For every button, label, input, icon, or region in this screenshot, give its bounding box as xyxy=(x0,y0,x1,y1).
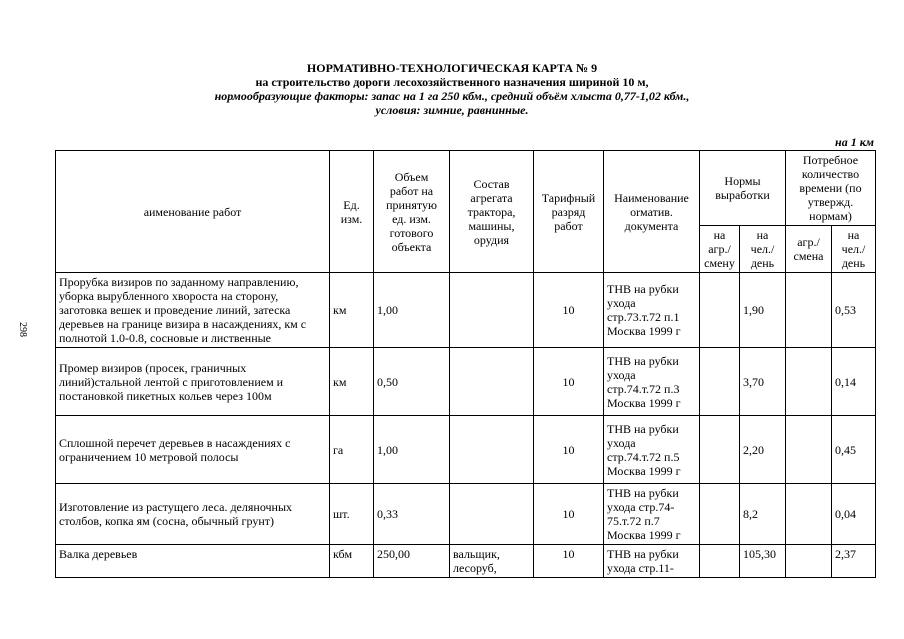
document-subtitle: на строительство дороги лесохозяйственного назначения шириной 10 м, xyxy=(255,75,649,89)
cell-unit: км xyxy=(330,273,374,348)
cell-time-day: 0,04 xyxy=(832,484,876,545)
col-header-norm-per-day: на чел./ день xyxy=(740,226,786,273)
cell-tariff: 10 xyxy=(534,348,604,416)
unit-note: на 1 км xyxy=(835,135,874,149)
cell-tariff: 10 xyxy=(534,273,604,348)
cell-time-day: 0,14 xyxy=(832,348,876,416)
cell-document: ТНВ на рубки ухода стр.74.т.72 п.5 Москва 1999 г xyxy=(604,416,700,484)
cell-volume: 1,00 xyxy=(374,416,450,484)
cell-time-day: 0,53 xyxy=(832,273,876,348)
cell-unit: га xyxy=(330,416,374,484)
cell-norm-day: 3,70 xyxy=(740,348,786,416)
col-header-norm-per-shift: на агр./ смену xyxy=(700,226,740,273)
col-header-unit: Ед. изм. xyxy=(330,151,374,273)
table-row xyxy=(56,545,876,578)
norm-factors: нормообразующие факторы: запас на 1 га 250 кбм., средний объём хлыста 0,77-1,02 кбм., xyxy=(214,89,690,103)
col-header-composition: Состав агрегата трактора, машины, орудия xyxy=(450,151,534,273)
cell-time-day: 0,45 xyxy=(832,416,876,484)
cell-unit: шт. xyxy=(330,484,374,545)
table-row xyxy=(56,348,876,416)
cell-composition: вальщик, лесоруб, xyxy=(450,545,534,578)
col-header-time-per-shift: агр./ смена xyxy=(786,226,832,273)
col-header-work-name: аименование работ xyxy=(56,151,330,273)
cell-composition xyxy=(450,484,534,545)
table-row xyxy=(56,484,876,545)
cell-composition xyxy=(450,348,534,416)
norms-table xyxy=(55,150,876,578)
cell-document: ТНВ на рубки ухода стр.74- 75.т.72 п.7 Москва 1999 г xyxy=(604,484,700,545)
cell-volume: 0,50 xyxy=(374,348,450,416)
col-header-document: Наименование orматив. документа xyxy=(604,151,700,273)
document-title: НОРМАТИВНО-ТЕХНОЛОГИЧЕСКАЯ КАРТА № 9 xyxy=(306,61,598,75)
cell-document: ТНВ на рубки ухода стр.74.т.72 п.3 Москва 1999 г xyxy=(604,348,700,416)
cell-norm-day: 2,20 xyxy=(740,416,786,484)
cell-time-day: 2,37 xyxy=(832,545,876,578)
table-row xyxy=(56,273,876,348)
cell-work-name: Изготовление из растущего леса. деляночных столбов, копка ям (сосна, обычный грунт) xyxy=(56,484,330,545)
col-header-time: Потребное количество времени (по утвержд. нормам) xyxy=(786,151,876,226)
cell-composition xyxy=(450,273,534,348)
col-header-time-per-day: на чел./ день xyxy=(832,226,876,273)
cell-time-shift xyxy=(786,484,832,545)
cell-tariff: 10 xyxy=(534,416,604,484)
cell-norm-shift xyxy=(700,273,740,348)
table-row xyxy=(56,416,876,484)
title-block xyxy=(0,61,904,117)
cell-time-shift xyxy=(786,545,832,578)
cell-document: ТНВ на рубки ухода стр.11- xyxy=(604,545,700,578)
cell-work-name: Сплошной перечет деревьев в насаждениях с ограничением 10 метровой полосы xyxy=(56,416,330,484)
cell-tariff: 10 xyxy=(534,484,604,545)
cell-composition xyxy=(450,416,534,484)
cell-document: ТНВ на рубки ухода стр.73.т.72 п.1 Москва 1999 г xyxy=(604,273,700,348)
cell-norm-day: 8,2 xyxy=(740,484,786,545)
cell-volume: 250,00 xyxy=(374,545,450,578)
cell-time-shift xyxy=(786,416,832,484)
cell-time-shift xyxy=(786,348,832,416)
cell-norm-shift xyxy=(700,348,740,416)
header-row xyxy=(56,151,876,226)
cell-volume: 0,33 xyxy=(374,484,450,545)
cell-norm-shift xyxy=(700,484,740,545)
cell-work-name: Прорубка визиров по заданному направлению, уборка вырубленного хвороста на сторону, заготовка вешек и проведение линий, затеска деревьев на границе визира в насаждениях, км с полнотой 1.0-0.8, сосновые и лиственные xyxy=(56,273,330,348)
col-header-norms: Нормы выработки xyxy=(700,151,786,226)
cell-norm-shift xyxy=(700,545,740,578)
col-header-tariff: Тарифный разряд работ xyxy=(534,151,604,273)
col-header-volume: Объем работ на принятую ед. изм. готового объекта xyxy=(374,151,450,273)
cell-unit: кбм xyxy=(330,545,374,578)
cell-unit: км xyxy=(330,348,374,416)
page-number: 298 xyxy=(17,322,28,337)
cell-norm-shift xyxy=(700,416,740,484)
cell-work-name: Валка деревьев xyxy=(56,545,330,578)
cell-time-shift xyxy=(786,273,832,348)
conditions: условия: зимние, равнинные. xyxy=(375,103,529,117)
cell-norm-day: 105,30 xyxy=(740,545,786,578)
cell-work-name: Промер визиров (просек, граничных линий)стальной лентой с приготовлением и постановкой пикетных кольев через 100м xyxy=(56,348,330,416)
cell-tariff: 10 xyxy=(534,545,604,578)
cell-norm-day: 1,90 xyxy=(740,273,786,348)
cell-volume: 1,00 xyxy=(374,273,450,348)
